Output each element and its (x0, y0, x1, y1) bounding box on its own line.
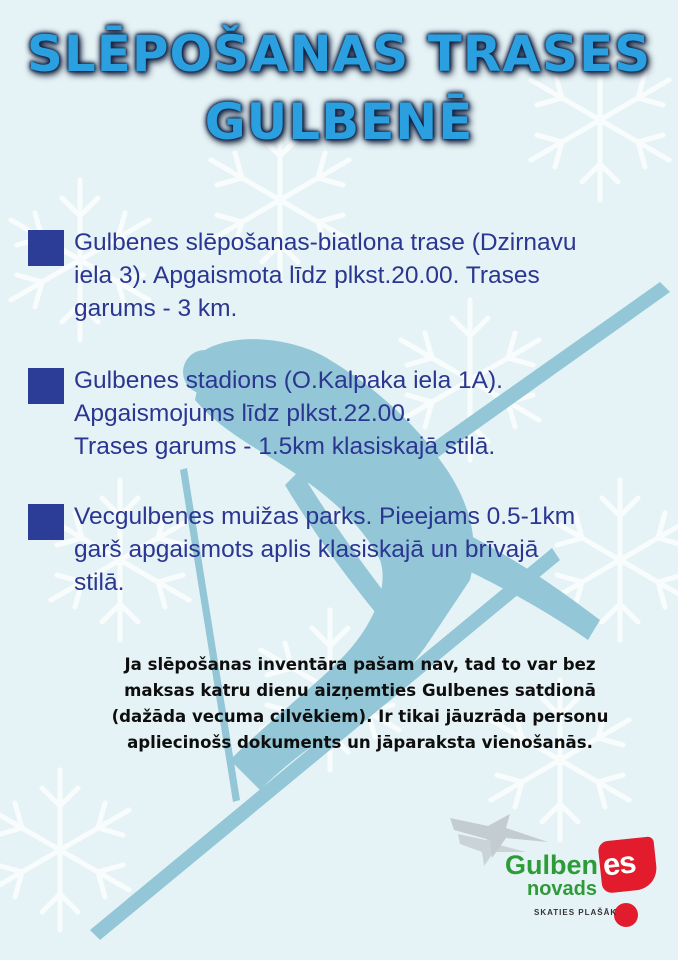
logo-word-novads: novads (527, 878, 598, 900)
square-bullet-icon (28, 504, 64, 540)
equipment-note: Ja slēpošanas inventāra pašam nav, tad to var bez maksas katru dienu aizņemties Gulbenes satdionā (dažāda vecuma cilvēkiem). Ir tikai jāuzrāda personu apliecinošs dokuments un jāparaksta vienošanās. (111, 655, 609, 752)
square-bullet-icon (28, 230, 64, 266)
list-item-text: Gulbenes slēpošanas-biatlona trase (Dzirnavu iela 3). Apgaismota līdz plkst.20.00. Trases garums - 3 km. (74, 229, 577, 322)
title-line-1: SLĒPOŠANAS TRASES (26, 25, 652, 83)
logo-word-es: es (601, 844, 638, 883)
title-line-2: GULBENĒ (204, 93, 474, 151)
poster-title (0, 20, 678, 156)
logo-tagline: SKATIES PLAŠĀK (534, 908, 618, 917)
logo-word-gulben: Gulben (505, 850, 598, 880)
square-bullet-icon (28, 368, 64, 404)
logo-dot-icon (614, 903, 638, 927)
list-item-text: Gulbenes stadions (O.Kalpaka iela 1A). Apgaismojums līdz plkst.22.00. Trases garums - 1.5km klasiskajā stilā. (74, 367, 503, 460)
gulbenes-novads-logo (448, 808, 670, 948)
list-item-text: Vecgulbenes muižas parks. Pieejams 0.5-1km garš apgaismots aplis klasiskajā un brīvajā stilā. (74, 503, 576, 596)
logo-es-badge (597, 836, 658, 894)
